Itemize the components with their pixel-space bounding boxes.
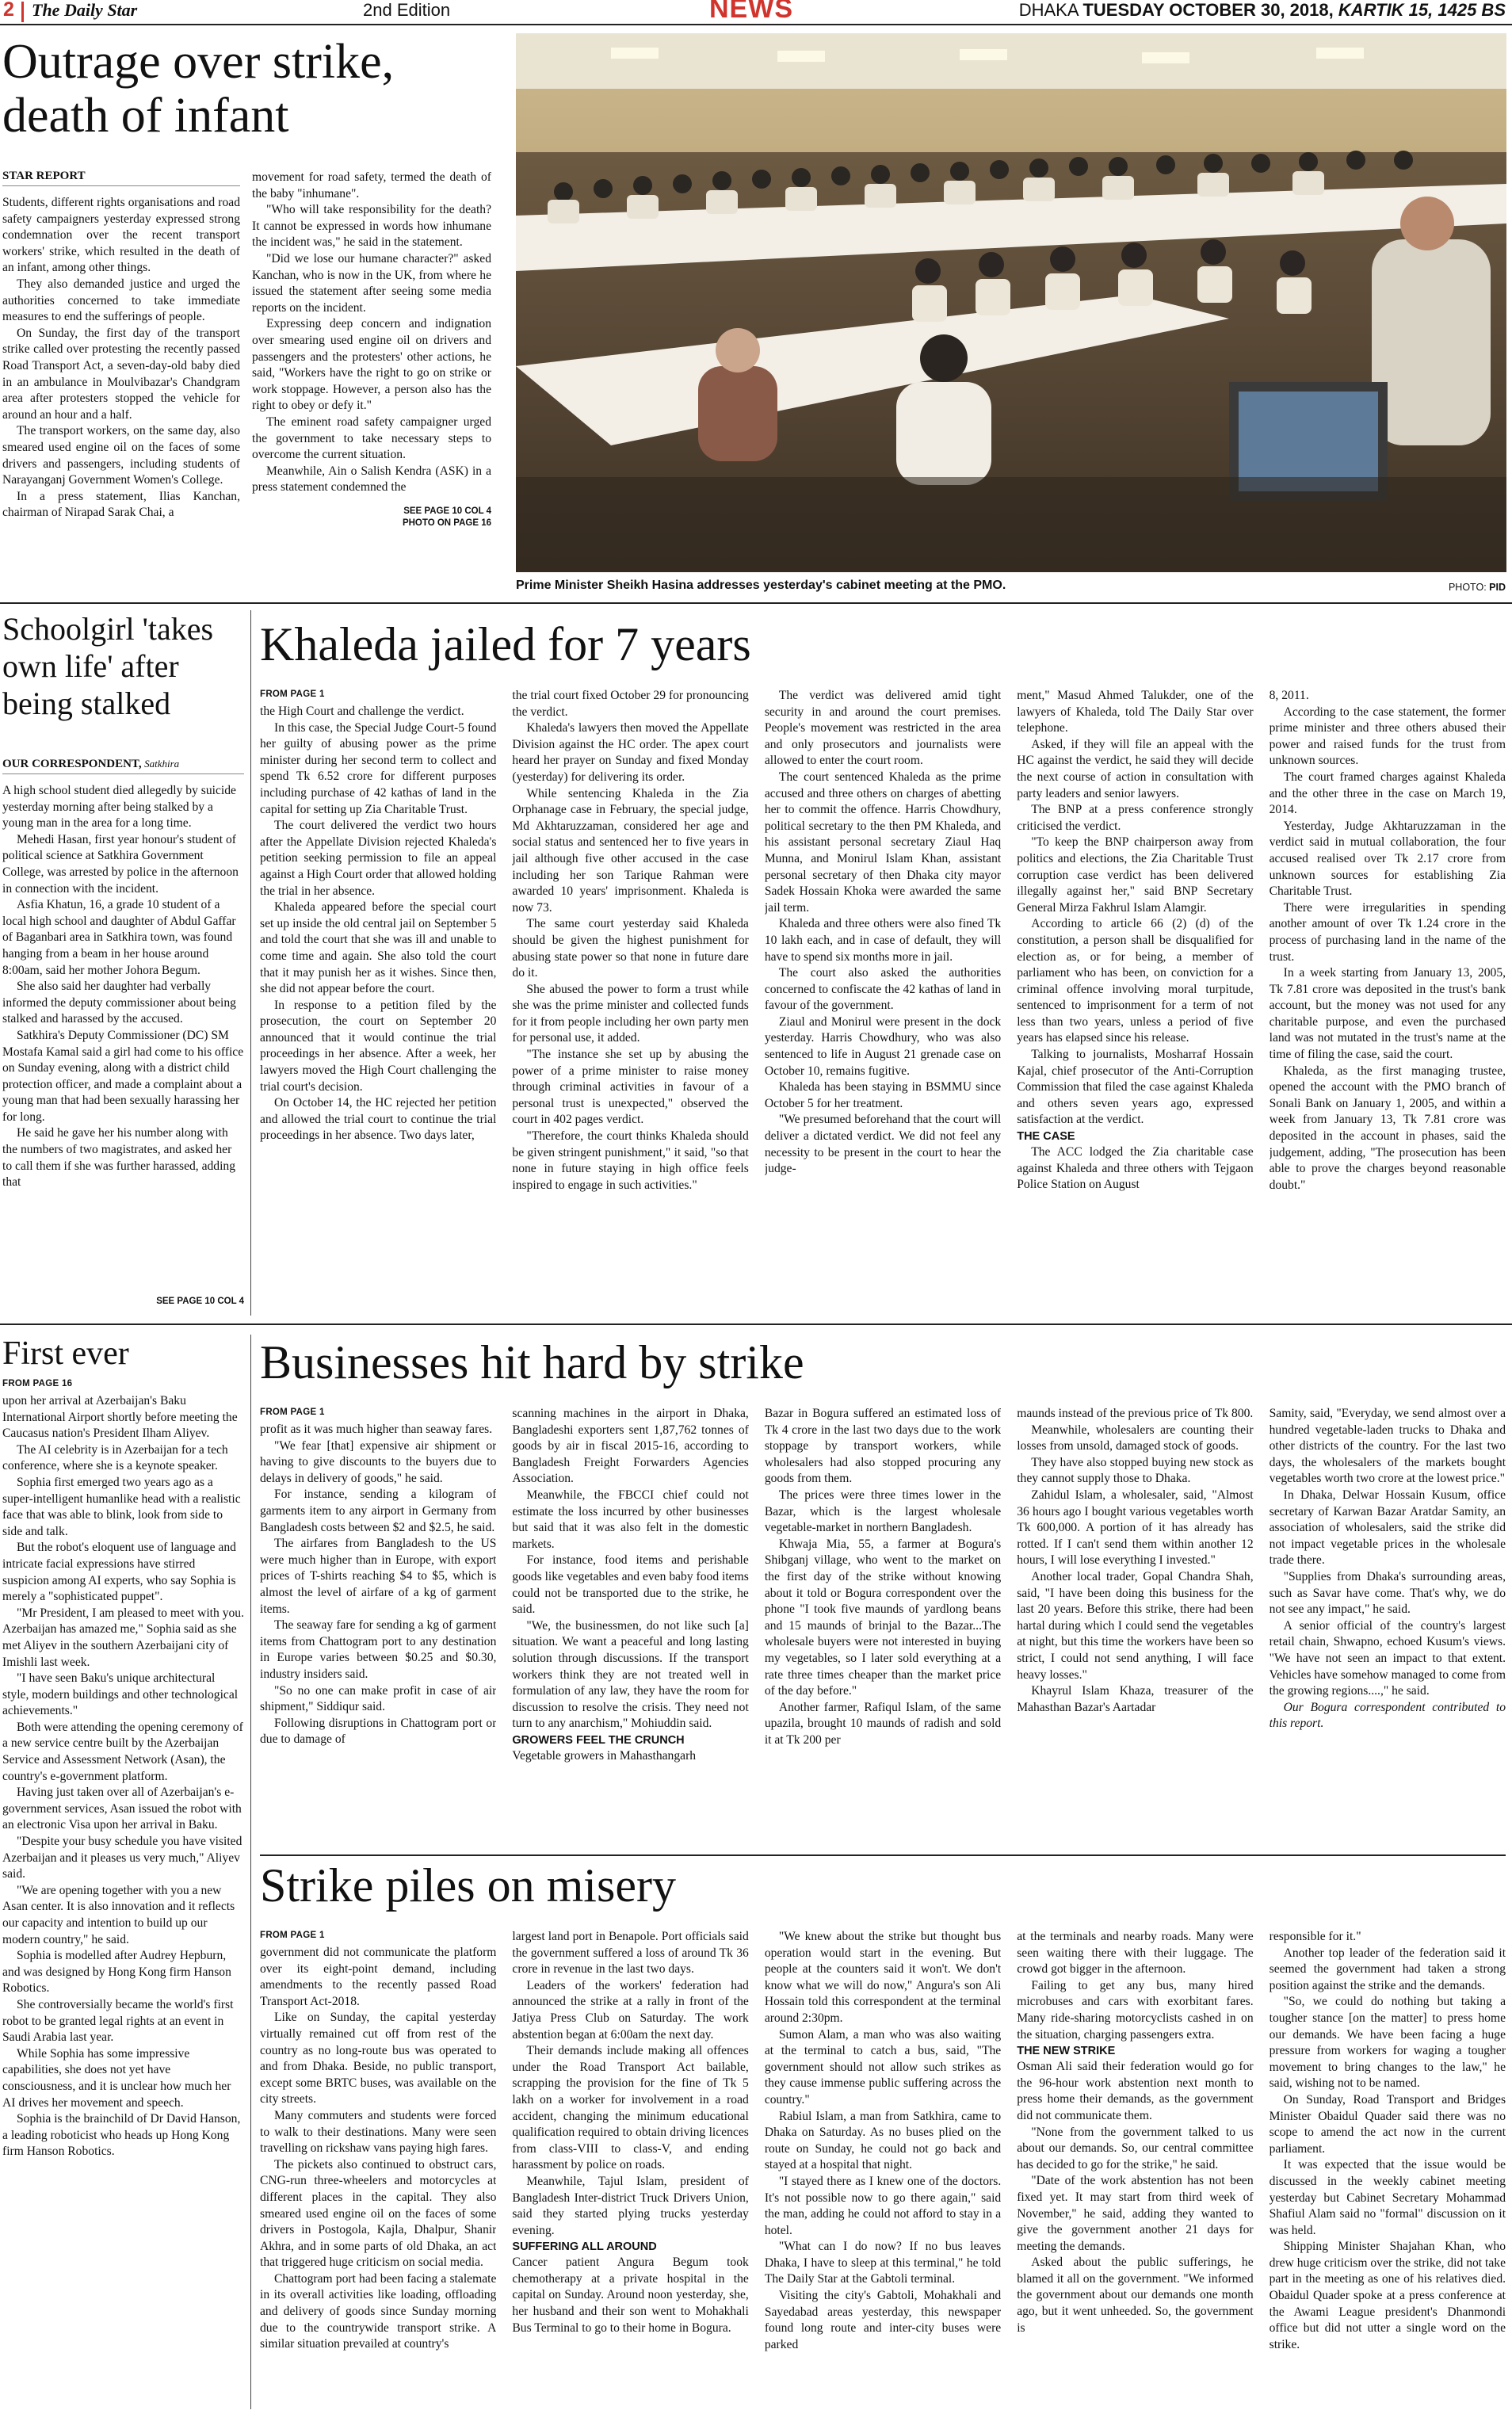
paragraph: Osman Ali said their federation would go for the 96-hour work abstention next month to press home their demands, as the government did not communicate them. [1017, 2060, 1254, 2122]
paragraph: Asked about the public sufferings, he blamed it all on the government. "We informed the government about our demands one month ago, but it went unheeded. So, the government is [1017, 2255, 1254, 2335]
edition-label: 2nd Edition [363, 0, 451, 20]
paragraph: "To keep the BNP chairperson away from politics and elections, the Zia Charitable Trust corruption case verdict has been delivered illegally against her," said BNP Secretary General Mirza Fakhrul Islam Alamgir. [1017, 835, 1254, 915]
paragraph: Chattogram port had been facing a stalemate in its overall activities like loading, offloading and delivery of goods since Sunday morning due to the countrywide transport strike. A similar situation prevailed at country's [260, 2271, 497, 2351]
paragraph: Their demands include making all offences under the Road Transport Act bailable, scrapping the provision for the fine of Tk 5 lakh on a worker for involvement in a road accident, changing the minimum educational qualification required to obtain driving licences from class-VIII to class-V, and ending harassment by police on roads. [512, 2044, 749, 2172]
paragraph: The court sentenced Khaleda as the prime accused and three others on charges of abetting her to commit the offence. Harris Chowdhury, political secretary to the then PM Khaleda, and his assistant personal secretary Ziaul Haq Munna, and Monirul Islam Khan, assistant personal secretary of then Dhaka city mayor Sadek Hossain Khoka were awarded the same jail term. [764, 770, 1002, 915]
paragraph: "Therefore, the court thinks Khaleda should be given stringent punishment," it said, "so that none in future staying in high office feels inspired to engage in such activities." [512, 1129, 749, 1192]
paragraph: government did not communicate the platform over its eight-point demand, including amendments to the recently passed Road Transport Act-2018. [260, 1946, 497, 2008]
khaleda-headline: Khaleda jailed for 7 years [260, 618, 751, 670]
paragraph: According to article 66 (2) (d) of the constitution, a person shall be disqualified for election as, or for being, a member of parliament who has been, on conviction for a criminal offence involving moral turpitude, sentenced to imprisonment for a term of not less than two years, unless a period of five years has elapsed since his release. [1017, 917, 1254, 1045]
outrage-col-1 [2, 195, 240, 537]
subheading: GROWERS FEEL THE CRUNCH [512, 1733, 685, 1747]
paragraph: The verdict was delivered amid tight security in and around the court premises. People's movement was restricted in the area and only prosecutors and journalists were allowed to enter the court room. [764, 689, 1002, 768]
column-rule [250, 610, 251, 1316]
paragraph: A high school student died allegedly by suicide yesterday morning after being stalked by a young man in the area for a long time. [2, 784, 236, 831]
paragraph: While Sophia has some impressive capabilities, she does not yet have consciousness, and it is unclear how much her AI drives her movement and speech. [2, 2046, 231, 2110]
paragraph: Sophia is the brainchild of Dr David Hanson, a leading roboticist who heads up Hong Kong firm Hanson Robotics. [2, 2112, 241, 2159]
paragraph: They have also stopped buying new stock as they cannot supply those to Dhaka. [1017, 1455, 1254, 1486]
outrage-byline-name: STAR REPORT [2, 170, 86, 182]
page-number-bar [21, 2, 24, 22]
schoolgirl-continued[interactable]: SEE PAGE 10 COL 4 [156, 1297, 244, 1306]
paragraph: Visiting the city's Gabtoli, Mohakhali and Sayedabad areas yesterday, this newspaper found long route and inter-city buses were parked [764, 2289, 1002, 2351]
paragraph: the High Court and challenge the verdict. [260, 705, 464, 718]
story-column [765, 1929, 1001, 2409]
paragraph: "I stayed there as I knew one of the doctors. It's not possible now to go there again," said the man, adding he could not afford to stay in a hotel. [764, 2174, 1002, 2237]
photo-credit [1449, 582, 1506, 593]
paragraph: She abused the power to form a trust while she was the prime minister and collected funds for it from people including her own party men for personal use, it added. [512, 982, 749, 1045]
paragraph: "We fear [that] expensive air shipment or having to give discounts to the buyers due to delays in delivery of goods," he said. [260, 1438, 497, 1485]
paragraph: upon her arrival at Azerbaijan's Baku International Airport shortly before meeting the Caucasus nation's President Ilham Aliyev. [2, 1394, 238, 1441]
paragraph: "Date of the work abstention has not been fixed yet. It may start from third week of November," he said, adding they wanted to give the government another 21 days for meeting the demands. [1017, 2174, 1254, 2253]
schoolgirl-body [2, 783, 244, 1292]
dateline [1019, 0, 1506, 21]
strike-piles-from-page: FROM PAGE 1 [260, 1931, 325, 1940]
subheading: THE CASE [1017, 1130, 1075, 1144]
paragraph: She also said her daughter had verbally informed the deputy commissioner about being stalked and harassed by the accused. [2, 980, 236, 1026]
paragraph: movement for road safety, termed the death of the baby "inhumane". [252, 170, 491, 201]
paragraph: Khaleda appeared before the special court set up inside the old central jail on September 5 and told the court that she was ill and unable to come time and again. She also told the court that it may punish her as it wishes. Since then, she did not appear before the court. [260, 900, 497, 996]
story-column [512, 1929, 748, 2409]
paragraph: "We knew about the strike but thought bus operation would start in the evening. But people at the counters said it won't. We don't know what we will do now," Angura's son Ali Hossain told this correspondent at the terminal around 2:30pm. [764, 1930, 1002, 2025]
paragraph: "What can I do now? If no bus leaves Dhaka, I have to sleep at this terminal," he told The Daily Star at the Gabtoli terminal. [764, 2240, 1002, 2286]
paragraph: The BNP at a press conference strongly criticised the verdict. [1017, 803, 1254, 833]
paragraph: Yesterday, Judge Akhtaruzzaman in the verdict said in mutual collaboration, the four accused realised over Tk 2.17 crore from unknown sources for establishing Zia Charitable Trust. [1269, 819, 1506, 899]
paragraph: "So, we could do nothing but taking a tougher stance [on the matter] to press home our demands. We have been facing a huge pressure from workers for waging a tougher movement to bring changes to the law," he said, wishing not to be named. [1269, 1995, 1506, 2091]
paragraph: responsible for it." [1269, 1930, 1361, 1943]
section-label: NEWS [709, 0, 793, 24]
paragraph: "We are opening together with you a new Asan center. It is also innovation and it reflects our capacity and intention to build up our modern country," he said. [2, 1883, 235, 1946]
story-column [512, 688, 748, 1314]
paragraph: For instance, sending a kilogram of garments item to any airport in Germany from Bangladesh costs between $2 and $2.5, he said. [260, 1488, 497, 1534]
paragraph: Students, different rights organisations and road safety campaigners yesterday expressed strong condemnation over the recent transport workers' strike, which resulted in the death of an infant, among other things. [2, 196, 240, 275]
paragraph: "Did we lose our humane character?" asked Kanchan, who is now in the UK, from where he issued the statement after seeing some media reports on the incident. [252, 251, 491, 315]
column-rule [250, 1335, 251, 2409]
first-ever-body [2, 1393, 244, 2411]
paragraph: Our Bogura correspondent contributed to this report. [1269, 1700, 1506, 1731]
paragraph: at the terminals and nearby roads. Many were seen waiting there with their luggage. The crowd got bigger in the afternoon. [1017, 1930, 1254, 1977]
paragraph: The court delivered the verdict two hours after the Appellate Division rejected Khaleda's petition seeking permission to file an appeal against a High Court order that allowed holding the trial in her absence. [260, 819, 497, 898]
story-column [512, 1406, 748, 1847]
paragraph: Khaleda and three others were also fined Tk 10 lakh each, and in case of default, they will have to spend six months more in jail. [764, 917, 1002, 964]
paragraph: Khwaja Mia, 55, a farmer at Bogura's Shibganj village, who went to the market on the first day of the strike without knowing about it told or Bogura correspondent over the phone "I took five maunds of yardlong beans and 15 maunds of brinjal to the Bazar...The wholesale buyers were not interested in buying my vegetables, so I later sold everything at a rate three times cheaper than the market price of the day before." [764, 1537, 1002, 1698]
paragraph: In this case, the Special Judge Court-5 found her guilty of abusing power as the prime minister during her second term to collect and spend Tk 6.52 crore for different purposes including purchase of 42 kathas of land in the capital for setting up Zia Charitable Trust. [260, 720, 497, 816]
paragraph: profit as it was much higher than seaway fares. [260, 1423, 493, 1436]
paragraph: The same court yesterday said Khaleda should be given the highest punishment for abusing state power so that none in future dare do it. [512, 917, 749, 980]
paragraph: Sumon Alam, a man who was also waiting at the terminal to catch a bus, said, "The government should not allow such strikes as they cause immense public suffering across the country." [764, 2027, 1002, 2107]
paragraph: Mehedi Hasan, first year honour's student of political science at Satkhira Government College, was arrested by police in the afternoon in connection with the incident. [2, 832, 239, 896]
paragraph: Khaleda has been staying in BSMMU since October 5 for her treatment. [764, 1080, 1002, 1110]
paragraph: There were irregularities in spending another amount of over Tk 1.24 crore in the process of purchasing land in the name of the trust. [1269, 900, 1506, 964]
story-column [765, 688, 1001, 1314]
story-column [260, 1929, 496, 2409]
paragraph: For instance, food items and perishable goods like vegetables and even baby food items could not be transported due to the strike, he said. [512, 1553, 749, 1617]
businesses-headline: Businesses hit hard by strike [260, 1336, 804, 1388]
story-column [1270, 688, 1506, 1314]
paragraph: The transport workers, on the same day, also smeared used engine oil on the faces of some drivers and passengers, including students of Narayanganj Government Women's College. [2, 424, 240, 487]
paragraph: Cancer patient Angura Begum took chemotherapy at a private hospital in the capital on Sunday. Around noon yesterday, she, her husband and their son went to Mohakhali Bus Terminal to go to their home in Bogura. [512, 2255, 749, 2335]
photo-illustration [516, 33, 1506, 572]
story-column [1017, 688, 1253, 1314]
paragraph: On Sunday, the first day of the transport strike called over protesting the recently passed Road Transport Act, a seven-day-old baby died in an ambulance in Moulvibazar's Chandgram area after protesters stopped the vehicle for around an hour and a half. [2, 326, 240, 422]
paragraph: Zahidul Islam, a wholesaler, said, "Almost 36 hours ago I bought various vegetables worth Tk 600,000. A portion of it has already has rotted. If I can't send them within another 12 hours, I will lose everything I invested." [1017, 1488, 1254, 1568]
photo-page-link[interactable]: PHOTO ON PAGE 16 [402, 518, 491, 528]
schoolgirl-byline-name: OUR CORRESPONDENT, [2, 758, 142, 770]
paragraph: "None from the government talked to us about our demands. So, our central committee has decided to go for the strike," he said. [1017, 2125, 1254, 2171]
byline-rule [2, 185, 240, 186]
businesses-from-page: FROM PAGE 1 [260, 1408, 325, 1417]
paragraph: Rabiul Islam, a man from Satkhira, came to Dhaka on Saturday. As no buses plied on the route on Sunday, he could not go back and stayed at a hospital that night. [764, 2109, 1002, 2172]
paragraph: Another top leader of the federation said it seemed the government had taken a strong position against the strike and the demands. [1269, 1946, 1506, 1992]
paragraph: Like on Sunday, the capital yesterday virtually remained cut off from rest of the country as no long-route bus was operated to and from Dhaka. Beside, no public transport, except some BRTC buses, was available on the city streets. [260, 2011, 497, 2107]
paragraph: Meanwhile, Ain o Salish Kendra (ASK) in a press statement condemned the [252, 464, 491, 495]
paragraph: In Dhaka, Delwar Hossain Kusum, office secretary of Karwan Bazar Aratdar Samity, an association of wholesalers, said the strike did not impact vegetable prices in the wholesale trade there. [1269, 1488, 1506, 1568]
paper-name: The Daily Star [32, 0, 138, 20]
paragraph: The airfares from Bangladesh to the US were much higher than in Europe, with export prices of T-shirts reaching $4 to $5, which is almost the level of airfare of a kg of garment items. [260, 1537, 497, 1616]
paragraph: "Mr President, I am pleased to meet with you. Azerbaijan has amazed me," Sophia said as she met Aliyev in the southern Azerbaijani city of Imishli last week. [2, 1606, 244, 1669]
paragraph: In response to a petition filed by the prosecution, the court on September 20 announced that it would continue the trial proceedings in her absence. After a week, her lawyers moved the High Court challenging the trial court's decision. [260, 998, 497, 1094]
strike-piles-headline: Strike piles on misery [260, 1859, 676, 1912]
dateline-date: TUESDAY OCTOBER 30, 2018, [1082, 0, 1334, 20]
photo-credit-source: PID [1489, 582, 1506, 593]
paragraph: maunds instead of the previous price of Tk 800. [1017, 1407, 1254, 1420]
khaleda-from-page: FROM PAGE 1 [260, 689, 325, 699]
paragraph: Asfia Khatun, 16, a grade 10 student of a local high school and daughter of Abdul Gaffar of Baganbari area in Satkhira town, was found hanging from a beam in her house around 8:00am, said her mother Johora Begum. [2, 898, 236, 977]
paragraph: "Despite your busy schedule you have visited Azerbaijan and it pleases us very much," Aliyev said. [2, 1835, 242, 1881]
outrage-byline [2, 170, 86, 183]
subheading: SUFFERING ALL AROUND [512, 2240, 657, 2254]
dateline-bengali-date: KARTIK 15, 1425 BS [1338, 0, 1506, 20]
paragraph: Failing to get any bus, many hired microbuses and cars with exorbitant fares. Many ride-sharing motorcyclists cashed in on the situation, charging passengers extra. [1017, 1978, 1254, 2042]
schoolgirl-byline [2, 758, 244, 771]
paragraph: Khaleda, as the first managing trustee, opened the account with the PMO branch of Sonali Bank on January 1, 2005, and within a week from January 13, Tk 7.81 crore was deposited in the account in phases, said the judgement, adding, "The prosecution has been able to prove the charges beyond reasonable doubt." [1269, 1064, 1506, 1192]
story-column [1270, 1406, 1506, 1847]
story-column [260, 1406, 496, 1847]
paragraph: the trial court fixed October 29 for pronouncing the verdict. [512, 689, 749, 719]
outrage-col-2 [252, 170, 491, 501]
paragraph: ment," Masud Ahmed Talukder, one of the lawyers of Khaleda, told The Daily Star over telephone. [1017, 689, 1254, 735]
paragraph: "Who will take responsibility for the death? It cannot be expressed in words how inhumane the incident was," he said in the statement. [252, 203, 491, 250]
paragraph: Vegetable growers in Mahasthangarh [512, 1748, 697, 1763]
paragraph: Many commuters and students were forced to walk to their destinations. Many were seen travelling on rickshaw vans paying high fares. [260, 2108, 497, 2156]
masthead-rule [0, 24, 1512, 25]
paragraph: "I have seen Baku's unique architectural style, modern buildings and other technological achievements." [2, 1671, 239, 1718]
paragraph: In a week starting from January 13, 2005, Tk 7.81 crore was deposited in the trust's bank account, but the money was not used for any charitable purpose, and even the purchased land was not mutated in the trust's name at the time of filing the case, said the court. [1269, 966, 1506, 1062]
outrage-headline: Outrage over strike, death of infant [2, 35, 395, 143]
paragraph: He said he gave her his number along with the numbers of two magistrates, and asked her to call them if she was further harassed, adding that [2, 1126, 236, 1190]
paragraph: "The instance she set up by abusing the power of a prime minister to raise money through criminal activities in favour of a personal trust is unexpected," observed the court in 402 pages verdict. [512, 1048, 749, 1127]
story-column [1017, 1929, 1253, 2409]
paragraph: Having just taken over all of Azerbaijan's e-government services, Asan issued the robot with an electronic Visa upon her arrival in Baku. [2, 1786, 242, 1832]
paragraph: The AI celebrity is in Azerbaijan for a tech conference, where she is a keynote speaker. [2, 1442, 228, 1473]
paragraph: Another farmer, Rafiqul Islam, of the same upazila, brought 10 maunds of radish and sold it at Tk 200 per [764, 1700, 1002, 1747]
paragraph: Meanwhile, wholesalers are counting their losses from unsold, damaged stock of goods. [1017, 1423, 1254, 1453]
paragraph: Another local trader, Gopal Chandra Shah, said, "I have been doing this business for the last 20 years. Before this strike, there had been hartal during which I could send the vegetables at night, but this time the workers have been so strict, I could not send anything, I will face heavy losses." [1017, 1569, 1254, 1682]
page-number: 2 [3, 0, 14, 21]
paragraph: In a press statement, Ilias Kanchan, chairman of Nirapad Sarak Chai, a [2, 489, 240, 520]
khaleda-body [260, 688, 1506, 1314]
photo-caption: Prime Minister Sheikh Hasina addresses yesterday's cabinet meeting at the PMO. [516, 579, 1006, 592]
paragraph: Shipping Minister Shajahan Khan, who drew huge criticism over the strike, did not take part in the meeting as one of his relatives died. Obaidul Quader spoke at a press conference at the Awami League president's Dhanmondi office but did not utter a single word on the strike. [1269, 2240, 1506, 2351]
schoolgirl-byline-place: Satkhira [144, 758, 180, 770]
paragraph: Bazar in Bogura suffered an estimated loss of Tk 4 crore in the last two days due to the work stoppage by transport workers, while wholesalers had also stopped procuring any goods from them. [764, 1407, 1002, 1486]
paragraph: The pickets also continued to obstruct cars, CNG-run three-wheelers and motorcycles at different places in the capital. They also smeared used engine oil on the faces of some drivers in Postogola, Kajla, Dhalpur, Shanir Akhra, and in some parts of old Dhaka, an act that triggered huge criticism on social media. [260, 2157, 497, 2270]
paragraph: The court also asked the authorities concerned to confiscate the 42 kathas of land in favour of the government. [764, 966, 1002, 1013]
paragraph: Following disruptions in Chattogram port or due to damage of [260, 1716, 497, 1747]
paragraph: Khaleda's lawyers then moved the Appellate Division against the HC order. The apex court heard her prayer on Sunday and fixed Monday (yesterday) for delivering its order. [512, 721, 749, 784]
paragraph: She controversially became the world's first robot to be granted legal rights at an event in Saudi Arabia last year. [2, 1997, 234, 2045]
paragraph: They also demanded justice and urged the authorities concerned to take immediate measures to end the sufferings of people. [2, 277, 240, 324]
paragraph: 8, 2011. [1269, 689, 1309, 702]
paragraph: The prices were three times lower in the Bazar, which is the largest wholesale vegetable-market in northern Bangladesh. [764, 1488, 1002, 1535]
cabinet-meeting-photo [516, 33, 1506, 572]
see-page-link[interactable]: SEE PAGE 10 COL 4 [403, 506, 491, 516]
section-rule-2 [0, 1323, 1512, 1325]
section-rule-3 [260, 1854, 1506, 1856]
schoolgirl-headline: Schoolgirl 'takes own life' after being stalked [2, 611, 214, 721]
paragraph: "We, the businessmen, do not like such [a] situation. We want a peaceful and long lasting solution through discussions. If the transport workers think they are not treated well in formulation of any law, they have the room for discussion to resolve the crisis. They need not turn to any anarchism," Mohiuddin said. [512, 1618, 749, 1731]
paragraph: largest land port in Benapole. Port officials said the government suffered a loss of around Tk 36 crore in revenue in the last two days. [512, 1930, 749, 1977]
paragraph: Meanwhile, the FBCCI chief could not estimate the loss incurred by other businesses but said that it was also felt in the domestic markets. [512, 1488, 749, 1551]
paragraph: The court framed charges against Khaleda and the other three in the case on March 19, 2014. [1269, 770, 1506, 817]
paragraph: Satkhira's Deputy Commissioner (DC) SM Mostafa Kamal said a girl had come to his office on Sunday evening, along with a district child protection officer, and made a complaint about a young man that had been sexually harassing her for long. [2, 1028, 244, 1124]
paragraph: According to the case statement, the former prime minister and three others abused their power and raised funds for the trust from unknown sources. [1269, 705, 1506, 768]
paragraph: scanning machines in the airport in Dhaka, Bangladeshi exporters sent 1,87,762 tonnes of goods by air in fiscal 2015-16, according to Bangladesh Freight Forwarders Agencies Association. [512, 1407, 749, 1486]
story-column [260, 688, 496, 1314]
section-rule-1 [0, 602, 1512, 604]
paragraph: Both were attending the opening ceremony of a new service centre built by the Azerbaijan Service and Assessment Network (Asan), the country's e-government platform. [2, 1720, 243, 1783]
story-column [1017, 1406, 1253, 1847]
paragraph: On October 14, the HC rejected her petition and allowed the trial court to continue the trial proceedings in her absence. Two days later, [260, 1096, 497, 1143]
paragraph: Sophia is modelled after Audrey Hepburn, and was designed by Hong Kong firm Hanson Robotics. [2, 1949, 231, 1996]
first-ever-headline: First ever [2, 1335, 129, 1372]
paragraph: The ACC lodged the Zia charitable case against Khaleda and three others with Tejgaon Police Station on August [1017, 1145, 1254, 1192]
byline-rule [2, 773, 244, 774]
story-column [765, 1406, 1001, 1847]
paragraph: While sentencing Khaleda in the Zia Orphanage case in February, the special judge, Md Akhtaruzzaman, considered her age and social status and sentenced her to five years in jail although five other accused in the case including her son Tarique Rahman were awarded 10 years' imprisonment. Khaleda is now 73. [512, 786, 749, 915]
paragraph: Ziaul and Monirul were present in the dock yesterday. Harris Chowdhury, who was also sentenced to life in August 21 grenade case on October 10, remains fugitive. [764, 1014, 1002, 1078]
strike-piles-body [260, 1929, 1506, 2409]
paragraph: On Sunday, Road Transport and Bridges Minister Obaidul Quader said there was no scope to amend the act now in the current parliament. [1269, 2092, 1506, 2156]
paragraph: Leaders of the workers' federation had announced the strike at a rally in front of the Jatiya Press Club on Saturday. The work abstention began at 6:00am the next day. [512, 1978, 749, 2042]
paragraph: Expressing deep concern and indignation over smearing used engine oil on drivers and passengers and the protesters' other actions, he said, "Workers have the right to go on strike or work stoppage. However, a person also has the right to obey or defy it." [252, 317, 491, 413]
outrage-continued [252, 506, 491, 529]
paragraph: "We presumed beforehand that the court will deliver a dictated verdict. We did not feel any necessity to be present in the court to hear the judge- [764, 1113, 1002, 1176]
dateline-place: DHAKA [1018, 0, 1079, 20]
photo-credit-label: PHOTO: [1448, 582, 1487, 593]
paragraph: Khayrul Islam Khaza, treasurer of the Mahasthan Bazar's Aartadar [1017, 1684, 1254, 1714]
paragraph: Sophia first emerged two years ago as a super-intelligent humanlike head with a realistic face that was able to blink, look from side to side and talk. [2, 1475, 241, 1538]
paragraph: Talking to journalists, Mosharraf Hossain Kajal, chief prosecutor of the Anti-Corruption Commission that filed the case against Khaleda and others seven years ago, expressed satisfaction at the verdict. [1017, 1048, 1254, 1127]
paragraph: The seaway fare for sending a kg of garment items from Chattogram port to any destination in Europe varies between $0.25 and $0.30, industry insiders said. [260, 1618, 497, 1681]
paragraph: "Supplies from Dhaka's surrounding areas, such as Savar have come. That's why, we do not see any impact," he said. [1269, 1569, 1506, 1617]
businesses-body [260, 1406, 1506, 1847]
subheading: THE NEW STRIKE [1017, 2045, 1116, 2058]
paragraph: It was expected that the issue would be discussed in the weekly cabinet meeting yesterday but Cabinet Secretary Mohammad Shafiul Alam said no "formal" discussion on it was held. [1269, 2158, 1506, 2237]
paragraph: "So no one can make profit in case of air shipment," Siddiqur said. [260, 1683, 497, 1714]
paragraph: The eminent road safety campaigner urged the government to take necessary steps to overcome the current situation. [252, 414, 491, 462]
paragraph: A senior official of the country's largest retail chain, Shwapno, echoed Kusum's views. "We have not seen an impact to that extent. Vehicles have somehow managed to come from the growing regions....," he said. [1269, 1618, 1506, 1698]
first-ever-from-page: FROM PAGE 16 [2, 1379, 73, 1388]
story-column [1270, 1929, 1506, 2409]
paragraph: Meanwhile, Tajul Islam, president of Bangladesh Inter-district Truck Drivers Union, said they started plying trucks yesterday evening. [512, 2174, 749, 2237]
paragraph: But the robot's eloquent use of language and intricate facial expressions have stirred suspicion among AI experts, who say Sophia is merely a "sophisticated puppet". [2, 1541, 236, 1604]
paragraph: Samity, said, "Everyday, we send almost over a hundred vegetable-laden trucks to Dhaka and other districts of the country. For the last two days, the wholesalers of the markets bought vegetables worth two crore at the lowest price." [1269, 1407, 1506, 1486]
paragraph: Asked, if they will file an appeal with the HC against the verdict, he said they will decide the next course of action in consultation with party leaders and senior lawyers. [1017, 737, 1254, 800]
